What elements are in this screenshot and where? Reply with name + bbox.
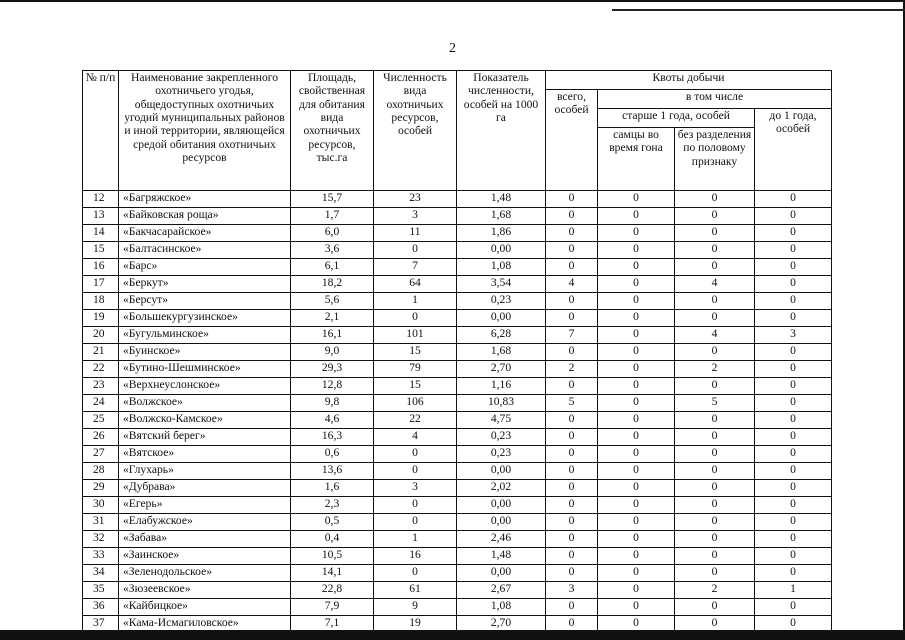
row-area: 9,8 xyxy=(291,395,374,412)
row-name: «Большекургузинское» xyxy=(119,310,291,327)
row-area: 22,8 xyxy=(291,582,374,599)
row-count: 15 xyxy=(374,378,457,395)
row-no-sex: 0 xyxy=(675,293,755,310)
table-row xyxy=(83,395,832,412)
row-under1: 0 xyxy=(755,293,832,310)
row-total: 0 xyxy=(546,616,598,633)
row-under1: 0 xyxy=(755,208,832,225)
header-older: старше 1 года, особей xyxy=(598,109,755,128)
row-males-rut: 0 xyxy=(598,327,675,344)
row-name: «Вятское» xyxy=(119,446,291,463)
row-number: 23 xyxy=(83,378,119,395)
row-name: «Дубрава» xyxy=(119,480,291,497)
row-area: 6,1 xyxy=(291,259,374,276)
row-no-sex: 0 xyxy=(675,310,755,327)
header-num: № п/п xyxy=(83,71,119,191)
row-name: «Кайбицкое» xyxy=(119,599,291,616)
row-total: 0 xyxy=(546,531,598,548)
row-no-sex: 0 xyxy=(675,531,755,548)
row-count: 0 xyxy=(374,242,457,259)
row-density: 0,00 xyxy=(457,463,546,480)
row-no-sex: 0 xyxy=(675,599,755,616)
row-name: «Бугульминское» xyxy=(119,327,291,344)
row-under1: 0 xyxy=(755,361,832,378)
row-count: 1 xyxy=(374,531,457,548)
row-density: 1,16 xyxy=(457,378,546,395)
row-under1: 0 xyxy=(755,259,832,276)
header-density: Показатель численности, особей на 1000 га xyxy=(457,71,546,191)
row-no-sex: 0 xyxy=(675,616,755,633)
row-males-rut: 0 xyxy=(598,310,675,327)
row-number: 36 xyxy=(83,599,119,616)
row-males-rut: 0 xyxy=(598,361,675,378)
row-number: 37 xyxy=(83,616,119,633)
row-under1: 0 xyxy=(755,412,832,429)
row-count: 0 xyxy=(374,497,457,514)
row-name: «Бакчасарайское» xyxy=(119,225,291,242)
row-count: 9 xyxy=(374,599,457,616)
row-name: «Барс» xyxy=(119,259,291,276)
row-under1: 0 xyxy=(755,395,832,412)
row-count: 4 xyxy=(374,429,457,446)
row-total: 0 xyxy=(546,514,598,531)
row-density: 0,00 xyxy=(457,565,546,582)
row-males-rut: 0 xyxy=(598,412,675,429)
row-area: 1,6 xyxy=(291,480,374,497)
row-density: 0,23 xyxy=(457,293,546,310)
row-area: 14,1 xyxy=(291,565,374,582)
row-density: 2,02 xyxy=(457,480,546,497)
row-area: 3,6 xyxy=(291,242,374,259)
table-row xyxy=(83,276,832,293)
row-males-rut: 0 xyxy=(598,548,675,565)
header-including: в том числе xyxy=(598,90,832,109)
row-under1: 0 xyxy=(755,429,832,446)
header-quotas: Квоты добычи xyxy=(546,71,832,90)
row-number: 35 xyxy=(83,582,119,599)
row-no-sex: 0 xyxy=(675,242,755,259)
table-row xyxy=(83,242,832,259)
row-no-sex: 0 xyxy=(675,225,755,242)
row-density: 1,86 xyxy=(457,225,546,242)
row-males-rut: 0 xyxy=(598,378,675,395)
row-number: 22 xyxy=(83,361,119,378)
row-no-sex: 0 xyxy=(675,497,755,514)
row-area: 1,7 xyxy=(291,208,374,225)
row-males-rut: 0 xyxy=(598,225,675,242)
row-no-sex: 0 xyxy=(675,412,755,429)
row-total: 0 xyxy=(546,310,598,327)
row-name: «Егерь» xyxy=(119,497,291,514)
row-name: «Зюзеевское» xyxy=(119,582,291,599)
row-males-rut: 0 xyxy=(598,565,675,582)
row-density: 0,23 xyxy=(457,429,546,446)
table-row xyxy=(83,327,832,344)
row-name: «Верхнеуслонское» xyxy=(119,378,291,395)
row-density: 1,68 xyxy=(457,344,546,361)
row-number: 34 xyxy=(83,565,119,582)
row-total: 4 xyxy=(546,276,598,293)
row-under1: 0 xyxy=(755,497,832,514)
row-no-sex: 0 xyxy=(675,208,755,225)
table-row xyxy=(83,191,832,208)
row-total: 0 xyxy=(546,497,598,514)
row-number: 31 xyxy=(83,514,119,531)
row-under1: 1 xyxy=(755,582,832,599)
row-under1: 0 xyxy=(755,548,832,565)
row-number: 29 xyxy=(83,480,119,497)
row-density: 3,54 xyxy=(457,276,546,293)
row-count: 22 xyxy=(374,412,457,429)
row-total: 0 xyxy=(546,480,598,497)
row-number: 16 xyxy=(83,259,119,276)
row-area: 16,1 xyxy=(291,327,374,344)
table-row xyxy=(83,412,832,429)
row-name: «Волжско-Камское» xyxy=(119,412,291,429)
header-rule xyxy=(612,9,905,11)
row-density: 10,83 xyxy=(457,395,546,412)
row-name: «Кама-Исмагиловское» xyxy=(119,616,291,633)
row-under1: 0 xyxy=(755,565,832,582)
row-name: «Багряжское» xyxy=(119,191,291,208)
row-name: «Балтасинское» xyxy=(119,242,291,259)
row-number: 26 xyxy=(83,429,119,446)
row-total: 7 xyxy=(546,327,598,344)
table-row xyxy=(83,463,832,480)
row-under1: 0 xyxy=(755,599,832,616)
row-males-rut: 0 xyxy=(598,191,675,208)
row-males-rut: 0 xyxy=(598,344,675,361)
row-name: «Волжское» xyxy=(119,395,291,412)
row-count: 64 xyxy=(374,276,457,293)
row-area: 16,3 xyxy=(291,429,374,446)
table-row xyxy=(83,616,832,633)
row-number: 25 xyxy=(83,412,119,429)
row-males-rut: 0 xyxy=(598,395,675,412)
row-total: 0 xyxy=(546,225,598,242)
row-under1: 0 xyxy=(755,446,832,463)
row-number: 30 xyxy=(83,497,119,514)
row-count: 23 xyxy=(374,191,457,208)
row-no-sex: 0 xyxy=(675,446,755,463)
row-males-rut: 0 xyxy=(598,293,675,310)
row-count: 3 xyxy=(374,208,457,225)
row-total: 5 xyxy=(546,395,598,412)
row-males-rut: 0 xyxy=(598,446,675,463)
row-no-sex: 0 xyxy=(675,463,755,480)
row-total: 0 xyxy=(546,412,598,429)
row-total: 0 xyxy=(546,565,598,582)
table-row xyxy=(83,514,832,531)
row-area: 18,2 xyxy=(291,276,374,293)
scan-border-top xyxy=(0,0,905,2)
row-area: 15,7 xyxy=(291,191,374,208)
row-no-sex: 0 xyxy=(675,565,755,582)
header-count: Численность вида охотничьих ресурсов, особей xyxy=(374,71,457,191)
row-area: 12,8 xyxy=(291,378,374,395)
row-under1: 0 xyxy=(755,378,832,395)
row-density: 0,00 xyxy=(457,242,546,259)
row-count: 101 xyxy=(374,327,457,344)
row-number: 27 xyxy=(83,446,119,463)
row-area: 2,3 xyxy=(291,497,374,514)
row-males-rut: 0 xyxy=(598,582,675,599)
row-males-rut: 0 xyxy=(598,259,675,276)
row-number: 21 xyxy=(83,344,119,361)
row-count: 11 xyxy=(374,225,457,242)
table-row xyxy=(83,293,832,310)
row-area: 0,5 xyxy=(291,514,374,531)
row-area: 5,6 xyxy=(291,293,374,310)
row-area: 7,9 xyxy=(291,599,374,616)
row-count: 16 xyxy=(374,548,457,565)
row-name: «Байковская роща» xyxy=(119,208,291,225)
header-no-sex: без разделения по половому признаку xyxy=(675,128,755,191)
row-males-rut: 0 xyxy=(598,276,675,293)
table-row xyxy=(83,599,832,616)
row-name: «Бутино-Шешминское» xyxy=(119,361,291,378)
row-name: «Беркут» xyxy=(119,276,291,293)
row-area: 9,0 xyxy=(291,344,374,361)
row-no-sex: 4 xyxy=(675,327,755,344)
table-row xyxy=(83,378,832,395)
table-row xyxy=(83,310,832,327)
row-total: 2 xyxy=(546,361,598,378)
row-males-rut: 0 xyxy=(598,480,675,497)
row-number: 12 xyxy=(83,191,119,208)
row-total: 0 xyxy=(546,429,598,446)
row-name: «Буинское» xyxy=(119,344,291,361)
row-no-sex: 0 xyxy=(675,480,755,497)
row-count: 79 xyxy=(374,361,457,378)
row-total: 0 xyxy=(546,293,598,310)
table-row xyxy=(83,429,832,446)
row-no-sex: 0 xyxy=(675,344,755,361)
row-under1: 0 xyxy=(755,514,832,531)
row-count: 0 xyxy=(374,565,457,582)
row-name: «Берсут» xyxy=(119,293,291,310)
row-density: 2,46 xyxy=(457,531,546,548)
table-row xyxy=(83,531,832,548)
row-name: «Глухарь» xyxy=(119,463,291,480)
row-density: 1,48 xyxy=(457,191,546,208)
row-total: 0 xyxy=(546,208,598,225)
row-under1: 3 xyxy=(755,327,832,344)
row-density: 1,08 xyxy=(457,259,546,276)
row-males-rut: 0 xyxy=(598,208,675,225)
row-no-sex: 0 xyxy=(675,378,755,395)
table-row xyxy=(83,497,832,514)
page-number: 2 xyxy=(449,41,456,56)
row-no-sex: 0 xyxy=(675,191,755,208)
table-row xyxy=(83,565,832,582)
header-under1: до 1 года, особей xyxy=(755,109,832,191)
table-row xyxy=(83,344,832,361)
table-row xyxy=(83,480,832,497)
row-name: «Елабужское» xyxy=(119,514,291,531)
row-total: 0 xyxy=(546,548,598,565)
row-under1: 0 xyxy=(755,242,832,259)
row-area: 2,1 xyxy=(291,310,374,327)
row-count: 0 xyxy=(374,446,457,463)
table-row xyxy=(83,361,832,378)
table-body xyxy=(83,191,832,633)
row-males-rut: 0 xyxy=(598,514,675,531)
row-total: 0 xyxy=(546,463,598,480)
row-area: 13,6 xyxy=(291,463,374,480)
row-no-sex: 2 xyxy=(675,361,755,378)
row-total: 0 xyxy=(546,191,598,208)
row-under1: 0 xyxy=(755,344,832,361)
row-count: 61 xyxy=(374,582,457,599)
row-density: 4,75 xyxy=(457,412,546,429)
row-males-rut: 0 xyxy=(598,463,675,480)
row-count: 0 xyxy=(374,310,457,327)
row-density: 2,67 xyxy=(457,582,546,599)
row-total: 0 xyxy=(546,344,598,361)
row-total: 0 xyxy=(546,242,598,259)
row-count: 15 xyxy=(374,344,457,361)
row-density: 2,70 xyxy=(457,361,546,378)
row-males-rut: 0 xyxy=(598,242,675,259)
header-total: всего, особей xyxy=(546,90,598,191)
row-density: 0,00 xyxy=(457,310,546,327)
row-area: 6,0 xyxy=(291,225,374,242)
row-under1: 0 xyxy=(755,480,832,497)
row-area: 10,5 xyxy=(291,548,374,565)
quota-table xyxy=(82,70,832,633)
row-density: 1,68 xyxy=(457,208,546,225)
row-no-sex: 0 xyxy=(675,514,755,531)
row-number: 15 xyxy=(83,242,119,259)
row-density: 1,08 xyxy=(457,599,546,616)
row-under1: 0 xyxy=(755,310,832,327)
row-area: 0,6 xyxy=(291,446,374,463)
row-under1: 0 xyxy=(755,531,832,548)
row-number: 28 xyxy=(83,463,119,480)
row-count: 106 xyxy=(374,395,457,412)
row-area: 7,1 xyxy=(291,616,374,633)
table-row xyxy=(83,208,832,225)
row-under1: 0 xyxy=(755,191,832,208)
row-density: 6,28 xyxy=(457,327,546,344)
row-total: 0 xyxy=(546,446,598,463)
row-number: 20 xyxy=(83,327,119,344)
row-number: 18 xyxy=(83,293,119,310)
row-count: 7 xyxy=(374,259,457,276)
row-name: «Зеленодольское» xyxy=(119,565,291,582)
row-count: 19 xyxy=(374,616,457,633)
row-density: 1,48 xyxy=(457,548,546,565)
row-under1: 0 xyxy=(755,616,832,633)
row-no-sex: 0 xyxy=(675,548,755,565)
row-density: 2,70 xyxy=(457,616,546,633)
row-total: 0 xyxy=(546,259,598,276)
header-name: Наименование закрепленного охотничьего угодья, общедоступных охотничьих угодий муниципальных районов и иной территории, являющейся средой обитания охотничьих ресурсов xyxy=(119,71,291,191)
row-number: 17 xyxy=(83,276,119,293)
row-number: 14 xyxy=(83,225,119,242)
table-row xyxy=(83,446,832,463)
row-males-rut: 0 xyxy=(598,497,675,514)
row-number: 33 xyxy=(83,548,119,565)
row-number: 24 xyxy=(83,395,119,412)
row-name: «Вятский берег» xyxy=(119,429,291,446)
row-name: «Заинское» xyxy=(119,548,291,565)
row-under1: 0 xyxy=(755,276,832,293)
row-number: 13 xyxy=(83,208,119,225)
table-row xyxy=(83,548,832,565)
row-density: 0,00 xyxy=(457,497,546,514)
header-males-rut: самцы во время гона xyxy=(598,128,675,191)
row-males-rut: 0 xyxy=(598,531,675,548)
row-area: 0,4 xyxy=(291,531,374,548)
row-males-rut: 0 xyxy=(598,429,675,446)
row-total: 0 xyxy=(546,599,598,616)
row-under1: 0 xyxy=(755,463,832,480)
row-count: 1 xyxy=(374,293,457,310)
row-area: 29,3 xyxy=(291,361,374,378)
row-total: 0 xyxy=(546,378,598,395)
row-count: 0 xyxy=(374,514,457,531)
table-row xyxy=(83,225,832,242)
row-number: 32 xyxy=(83,531,119,548)
row-no-sex: 5 xyxy=(675,395,755,412)
row-under1: 0 xyxy=(755,225,832,242)
row-area: 4,6 xyxy=(291,412,374,429)
row-count: 3 xyxy=(374,480,457,497)
row-males-rut: 0 xyxy=(598,599,675,616)
row-no-sex: 0 xyxy=(675,259,755,276)
row-total: 3 xyxy=(546,582,598,599)
table-row xyxy=(83,582,832,599)
row-density: 0,23 xyxy=(457,446,546,463)
table-row xyxy=(83,259,832,276)
header-area: Площадь, свойственная для обитания вида охотничьих ресурсов, тыс.га xyxy=(291,71,374,191)
row-males-rut: 0 xyxy=(598,616,675,633)
row-no-sex: 0 xyxy=(675,429,755,446)
row-name: «Забава» xyxy=(119,531,291,548)
row-no-sex: 2 xyxy=(675,582,755,599)
row-number: 19 xyxy=(83,310,119,327)
row-no-sex: 4 xyxy=(675,276,755,293)
row-density: 0,00 xyxy=(457,514,546,531)
row-count: 0 xyxy=(374,463,457,480)
